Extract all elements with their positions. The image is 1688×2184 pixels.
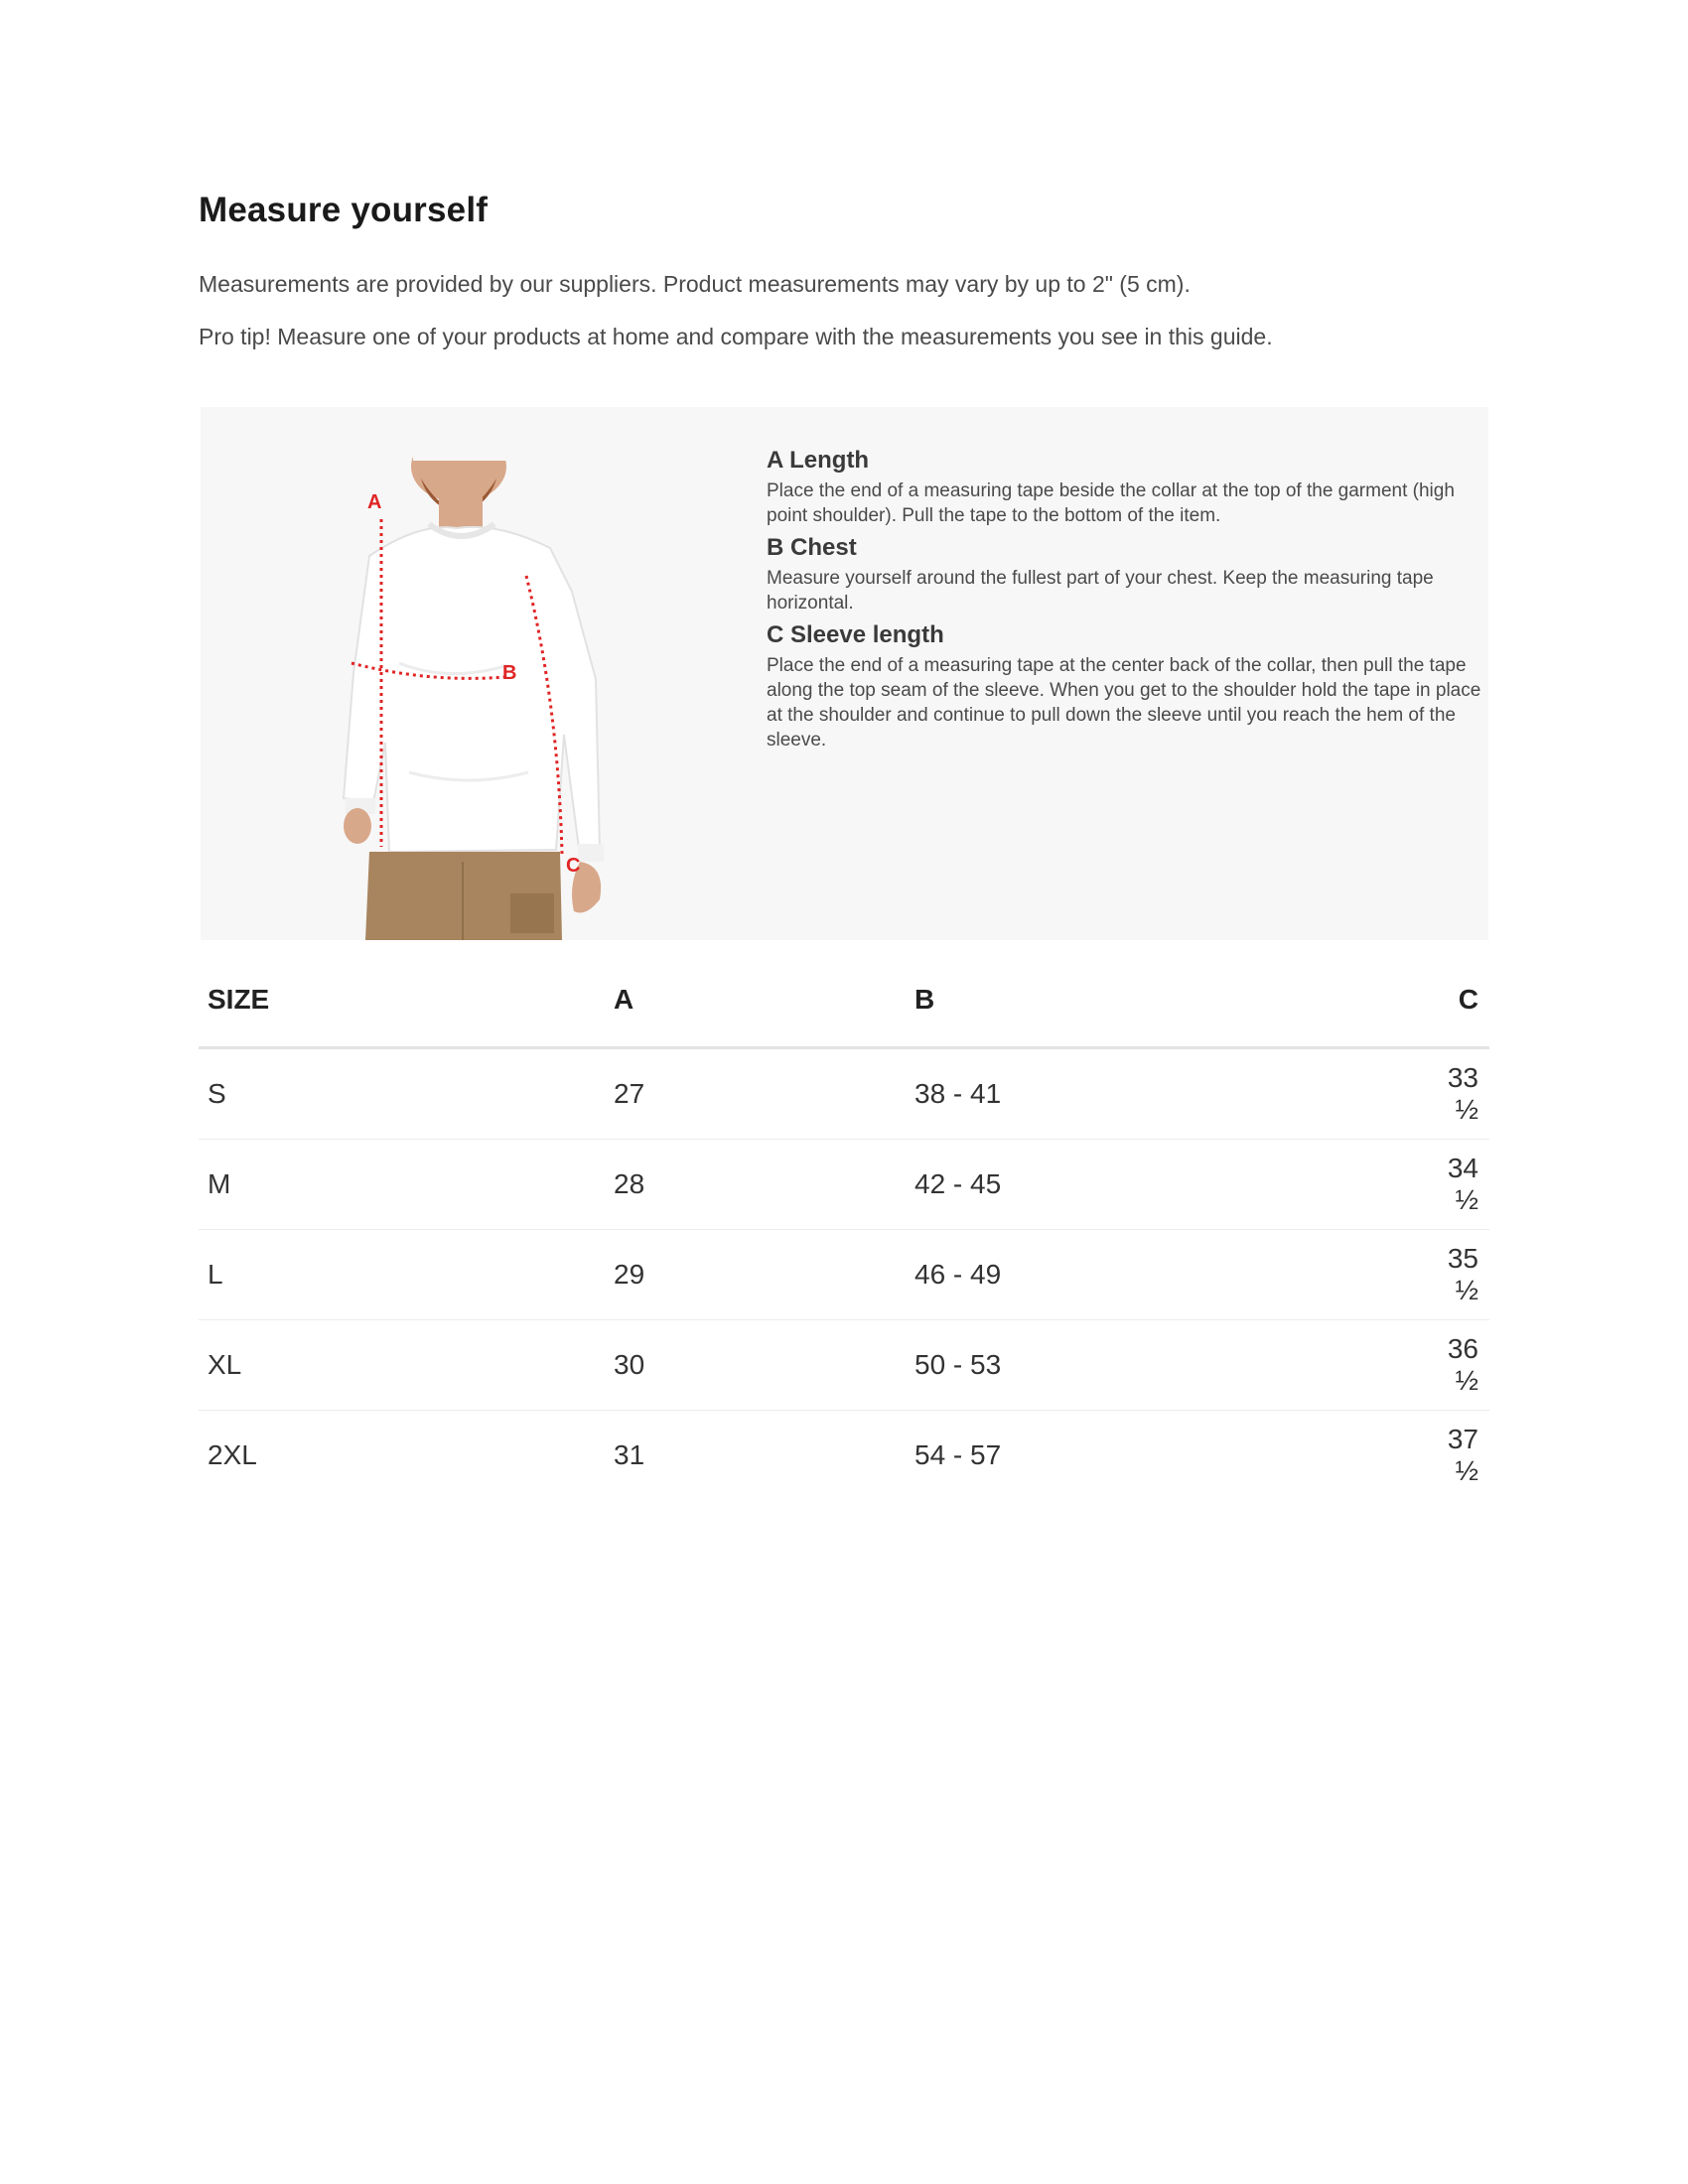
model-illustration xyxy=(330,445,697,940)
cell-a: 28 xyxy=(605,1140,906,1230)
marker-c: C xyxy=(566,855,581,877)
header-b: B xyxy=(906,953,1411,1048)
cell-a: 31 xyxy=(614,1439,645,1470)
pro-tip: Pro tip! Measure one of your products at home and compare with the measurements you see in this guide. xyxy=(199,324,1273,349)
measurement-disclaimer: Measurements are provided by our suppliers. Product measurements may vary by up to 2" (5 cm). xyxy=(199,271,1191,297)
size-chart-table xyxy=(199,953,1489,1500)
cell-size: S xyxy=(199,1048,605,1140)
cell-c: 35 ½ xyxy=(1411,1230,1489,1320)
measurement-descriptions xyxy=(767,447,1486,758)
measure-chest-text: Measure yourself around the fullest part of your chest. Keep the measuring tape horizontal. xyxy=(767,568,1434,614)
table-row xyxy=(199,1140,1489,1230)
cell-b: 42 - 45 xyxy=(906,1140,1411,1230)
marker-b: B xyxy=(502,662,517,684)
measure-chest xyxy=(767,534,1486,615)
measure-length-text: Place the end of a measuring tape beside the collar at the top of the garment (high point shoulder). Pull the tape to the bottom of the item. xyxy=(767,480,1455,526)
sweatshirt-model-image xyxy=(330,445,697,940)
cell-size: 2XL xyxy=(208,1439,257,1470)
cell-a: 27 xyxy=(605,1048,906,1140)
cell-c: 33 ½ xyxy=(1411,1048,1489,1140)
header-c: C xyxy=(1411,953,1489,1048)
table-row xyxy=(199,1230,1489,1320)
cell-c: 36 ½ xyxy=(1411,1320,1489,1411)
cell-size: L xyxy=(199,1230,605,1320)
cell-size: M xyxy=(199,1140,605,1230)
measure-length-title: A Length xyxy=(767,447,870,474)
cell-b: 38 - 41 xyxy=(906,1048,1411,1140)
cell-b: 50 - 53 xyxy=(906,1320,1411,1411)
marker-a: A xyxy=(367,491,382,513)
measure-length xyxy=(767,447,1486,528)
cell-a: 29 xyxy=(605,1230,906,1320)
measure-sleeve xyxy=(767,621,1486,752)
cell-c: 34 ½ xyxy=(1411,1140,1489,1230)
cell-size: XL xyxy=(199,1320,605,1411)
measure-sleeve-text: Place the end of a measuring tape at the center back of the collar, then pull the tape along the top seam of the sleeve. When you get to the shoulder hold the tape in place at the shoulder and continue to pull down the sleeve until you reach the hem of the sleeve. xyxy=(767,655,1481,751)
cell-b: 54 - 57 xyxy=(914,1439,1002,1470)
header-size: SIZE xyxy=(199,953,605,1048)
table-row xyxy=(199,1411,1489,1501)
cell-a: 30 xyxy=(605,1320,906,1411)
measure-sleeve-title: C Sleeve length xyxy=(767,621,944,648)
table-row xyxy=(199,1048,1489,1140)
table-header-row xyxy=(199,953,1489,1048)
cell-c: 37 ½ xyxy=(1447,1424,1478,1486)
cell-b: 46 - 49 xyxy=(906,1230,1411,1320)
header-a: A xyxy=(605,953,906,1048)
table-row xyxy=(199,1320,1489,1411)
page-title: Measure yourself xyxy=(199,191,489,229)
measurement-guide xyxy=(201,407,1488,940)
measure-chest-title: B Chest xyxy=(767,534,857,561)
